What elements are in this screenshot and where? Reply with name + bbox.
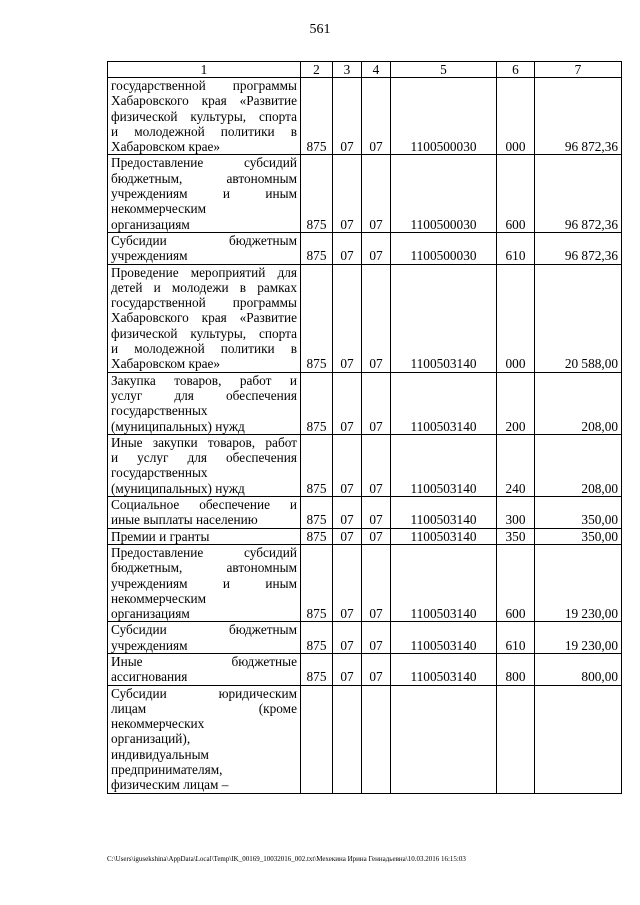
table-row [108,544,622,621]
table-row [108,528,622,544]
cell-subsection: 07 [362,232,391,264]
description-line: бюджетным, автономным [111,170,297,186]
description-line: Премии и гранты [111,528,210,544]
cell-expense-type: 240 [497,434,535,496]
cell-section [333,685,362,793]
description-line: детей и молодежи в рамках [111,279,297,295]
budget-table [107,61,622,794]
cell-description [108,497,301,529]
description-line: учреждениям и иным [111,186,297,202]
table-row [108,232,622,264]
cell-ministry-code: 875 [301,372,333,434]
cell-ministry-code: 875 [301,497,333,529]
cell-amount: 96 872,36 [535,155,622,232]
cell-amount: 96 872,36 [535,232,622,264]
cell-section: 07 [333,372,362,434]
cell-description [108,232,301,264]
cell-target-article: 1100503140 [391,544,497,621]
cell-subsection: 07 [362,434,391,496]
cell-target-article [391,685,497,793]
cell-expense-type: 000 [497,264,535,372]
description-line: организациям [111,606,190,622]
cell-expense-type: 610 [497,622,535,654]
table-row [108,78,622,155]
cell-description [108,264,301,372]
description-line: Субсидии бюджетным [111,232,297,248]
cell-target-article: 1100503140 [391,434,497,496]
cell-amount [535,685,622,793]
description-line: бюджетным, автономным [111,560,297,576]
cell-target-article: 1100500030 [391,232,497,264]
description-line: Хабаровском крае» [111,356,221,372]
cell-expense-type: 800 [497,653,535,685]
description-line: государственной программы [111,295,297,311]
description-line: Закупка товаров, работ и [111,372,297,388]
cell-amount: 208,00 [535,434,622,496]
description-line: иные выплаты населению [111,512,258,528]
description-line: Хабаровского края «Развитие [111,93,297,109]
cell-section: 07 [333,155,362,232]
description-line: некоммерческих [111,716,205,732]
description-line: учреждениям и иным [111,575,297,591]
description-line: ассигнования [111,669,188,685]
cell-description [108,372,301,434]
description-line: Субсидии юридическим [111,685,297,701]
cell-subsection: 07 [362,622,391,654]
description-line: учреждениям [111,248,188,264]
header-col-5: 5 [391,62,497,78]
cell-subsection: 07 [362,155,391,232]
cell-amount: 208,00 [535,372,622,434]
description-line: Хабаровском крае» [111,139,221,155]
cell-section: 07 [333,264,362,372]
cell-ministry-code [301,685,333,793]
table-row [108,155,622,232]
cell-description [108,78,301,155]
description-line: государственной программы [111,78,297,93]
description-line: Предоставление субсидий [111,155,297,171]
description-line: некоммерческим [111,201,207,217]
table-row [108,653,622,685]
cell-subsection: 07 [362,78,391,155]
cell-subsection: 07 [362,653,391,685]
cell-amount: 350,00 [535,528,622,544]
cell-expense-type: 610 [497,232,535,264]
cell-ministry-code: 875 [301,78,333,155]
description-line: физическим лицам – [111,777,229,793]
cell-subsection: 07 [362,528,391,544]
cell-expense-type: 000 [497,78,535,155]
description-line: Иные бюджетные [111,653,297,669]
description-line: и услуг для обеспечения [111,450,297,466]
header-col-3: 3 [333,62,362,78]
cell-subsection [362,685,391,793]
description-line: государственных [111,403,208,419]
cell-ministry-code: 875 [301,155,333,232]
description-line: физической культуры, спорта [111,108,297,124]
cell-expense-type: 200 [497,372,535,434]
cell-section: 07 [333,78,362,155]
cell-target-article: 1100503140 [391,528,497,544]
header-col-1: 1 [108,62,301,78]
cell-description [108,434,301,496]
cell-ministry-code: 875 [301,264,333,372]
table-row [108,434,622,496]
file-path-footer: C:\Users\igusekshina\AppData\Local\Temp\IK_00169_10032016_002.txt\Мехекина Ирина Геннадьевна\10.03.2016 16:15:03 [107,855,466,863]
cell-subsection: 07 [362,264,391,372]
cell-subsection: 07 [362,544,391,621]
cell-target-article: 1100500030 [391,155,497,232]
description-line: Предоставление субсидий [111,544,297,560]
cell-target-article: 1100503140 [391,372,497,434]
cell-expense-type: 300 [497,497,535,529]
cell-ministry-code: 875 [301,434,333,496]
description-line: и молодежной политики в [111,123,297,139]
cell-target-article: 1100503140 [391,264,497,372]
cell-amount: 96 872,36 [535,78,622,155]
cell-section: 07 [333,232,362,264]
cell-target-article: 1100503140 [391,622,497,654]
header-col-6: 6 [497,62,535,78]
cell-description [108,528,301,544]
cell-ministry-code: 875 [301,622,333,654]
description-line: Социальное обеспечение и [111,497,297,513]
cell-description [108,685,301,793]
cell-amount: 19 230,00 [535,622,622,654]
cell-subsection: 07 [362,372,391,434]
description-line: Проведение мероприятий для [111,264,297,280]
cell-expense-type: 350 [497,528,535,544]
table-row [108,264,622,372]
cell-description [108,622,301,654]
cell-section: 07 [333,434,362,496]
page-number: 561 [309,22,331,37]
cell-ministry-code: 875 [301,232,333,264]
cell-description [108,155,301,232]
cell-ministry-code: 875 [301,544,333,621]
cell-amount: 19 230,00 [535,544,622,621]
header-col-4: 4 [362,62,391,78]
description-line: Субсидии бюджетным [111,622,297,638]
description-line: индивидуальным [111,746,209,762]
cell-expense-type [497,685,535,793]
header-col-7: 7 [535,62,622,78]
cell-subsection: 07 [362,497,391,529]
description-line: Хабаровского края «Развитие [111,310,297,326]
table-row [108,497,622,529]
description-line: предпринимателям, [111,762,223,778]
cell-target-article: 1100500030 [391,78,497,155]
description-line: (муниципальных) нужд [111,480,245,496]
cell-section: 07 [333,622,362,654]
cell-section: 07 [333,497,362,529]
table-row [108,685,622,793]
description-line: лицам (кроме [111,700,297,716]
description-line: некоммерческим [111,590,207,606]
header-row [108,62,622,78]
cell-ministry-code: 875 [301,528,333,544]
cell-expense-type: 600 [497,155,535,232]
description-line: организациям [111,216,190,232]
description-line: физической культуры, спорта [111,325,297,341]
description-line: услуг для обеспечения [111,387,297,403]
cell-amount: 800,00 [535,653,622,685]
description-line: организаций), [111,731,191,747]
table-row [108,372,622,434]
table-row [108,622,622,654]
description-line: государственных [111,465,208,481]
description-line: (муниципальных) нужд [111,418,245,434]
cell-amount: 350,00 [535,497,622,529]
cell-amount: 20 588,00 [535,264,622,372]
header-col-2: 2 [301,62,333,78]
cell-ministry-code: 875 [301,653,333,685]
description-line: и молодежной политики в [111,341,297,357]
cell-expense-type: 600 [497,544,535,621]
description-line: Иные закупки товаров, работ [111,434,297,450]
cell-section: 07 [333,528,362,544]
cell-target-article: 1100503140 [391,653,497,685]
cell-target-article: 1100503140 [391,497,497,529]
description-line: учреждениям [111,637,188,653]
cell-description [108,544,301,621]
cell-section: 07 [333,544,362,621]
cell-section: 07 [333,653,362,685]
cell-description [108,653,301,685]
